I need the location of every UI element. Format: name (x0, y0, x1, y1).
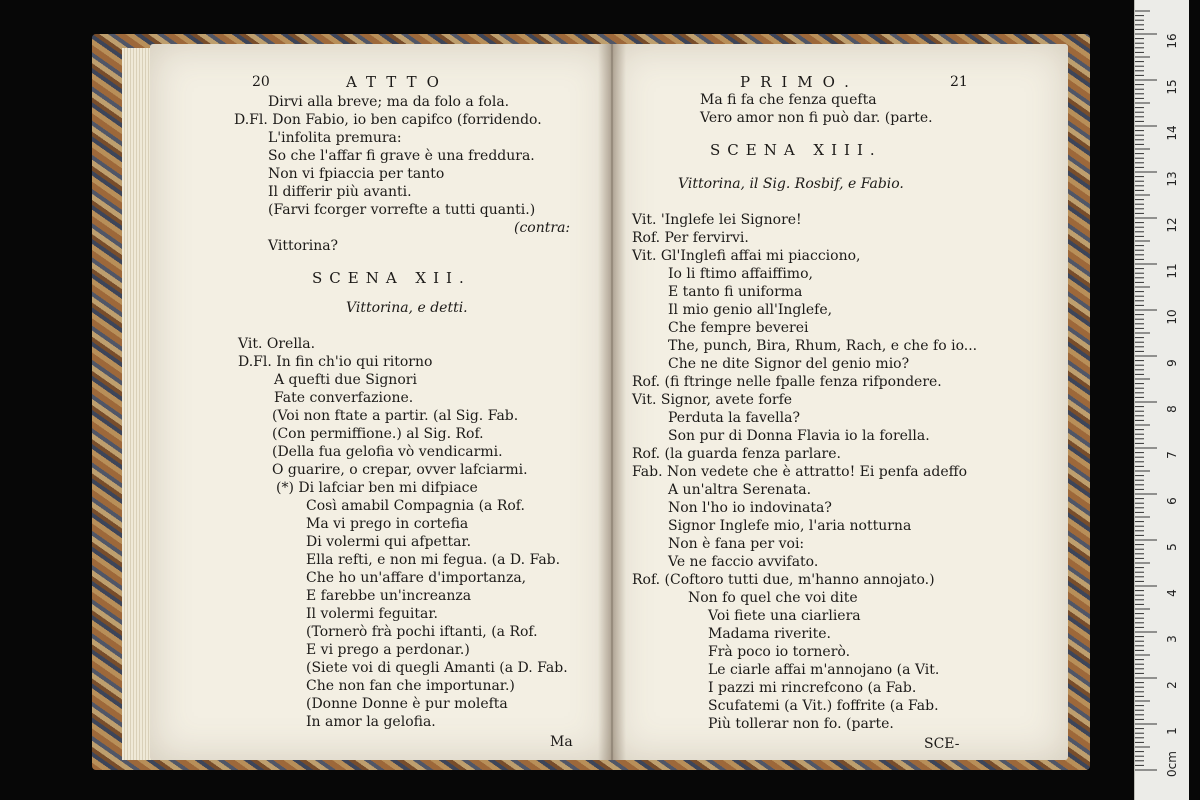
stage-direction: (contra: (514, 220, 571, 236)
text-line: E vi prego a perdonar.) (306, 642, 470, 658)
ruler-number: 4 (1165, 589, 1179, 597)
ruler-number: 1 (1165, 727, 1179, 735)
ruler-number: 14 (1165, 125, 1179, 141)
text-line: D.Fl. In fin ch'io qui ritorno (238, 354, 433, 370)
text-line: Ella refti, e non mi fegua. (a D. Fab. (306, 552, 561, 568)
text-line: A quefti due Signori (274, 372, 417, 388)
ruler-number: 11 (1165, 263, 1179, 279)
text-line: Non è fana per voi: (668, 536, 805, 552)
page-number-left: 20 (252, 74, 270, 90)
text-line: In amor la gelofia. (306, 714, 436, 730)
ruler-number: 16 (1165, 33, 1179, 49)
text-line: E tanto fi uniforma (668, 284, 803, 300)
text-line: Le ciarle affai m'annojano (a Vit. (708, 662, 940, 678)
text-line: Che fempre beverei (668, 320, 809, 336)
running-head-left: ATTTO (346, 73, 449, 91)
text-line: Più tollerar non fo. (parte. (708, 716, 894, 732)
text-line: Vit. Signor, avete forfe (632, 392, 793, 408)
text-line: Vittorina? (268, 238, 339, 254)
text-line: Che non fan che importunar.) (306, 678, 515, 694)
ruler-number: 12 (1165, 217, 1179, 233)
text-line: Signor Inglefe mio, l'aria notturna (668, 518, 912, 534)
text-line: I pazzi mi rincrefcono (a Fab. (708, 680, 917, 696)
ruler-number: 9 (1165, 359, 1179, 367)
ruler-number: 2 (1165, 681, 1179, 689)
text-line: Ma fi fa che fenza quefta (700, 92, 877, 108)
text-line: Non l'ho io indovinata? (668, 500, 832, 516)
text-line: (Siete voi di quegli Amanti (a D. Fab. (306, 660, 568, 676)
scene-heading: SCENA XII. (312, 269, 471, 287)
text-line: Madama riverite. (708, 626, 831, 642)
text-line: Rof. (Coftoro tutti due, m'hanno annojato.) (632, 572, 935, 588)
text-line: Ma vi prego in cortefia (306, 516, 469, 532)
text-line: (Della fua gelofia vò vendicarmi. (272, 444, 503, 460)
ruler-number: 13 (1165, 171, 1179, 187)
text-line: Perduta la favella? (668, 410, 800, 426)
text-line: Così amabil Compagnia (a Rof. (306, 498, 525, 514)
text-line: (Tornerò frà pochi iftanti, (a Rof. (306, 624, 538, 640)
text-line: (*) Di lafciar ben mi difpiace (276, 480, 478, 496)
text-line: A un'altra Serenata. (668, 482, 812, 498)
text-line: Ve ne faccio avvifato. (668, 554, 819, 570)
text-line: Che ne dite Signor del genio mio? (668, 356, 910, 372)
text-line: Vit. 'Inglefe lei Signore! (632, 212, 802, 228)
text-line: L'infolita premura: (268, 130, 402, 146)
running-head-right: PRIMO. (740, 73, 859, 91)
text-line: Voi fiete una ciarliera (708, 608, 861, 624)
text-line: Vit. Orella. (238, 336, 316, 352)
text-line: (Con permiffione.) al Sig. Rof. (272, 426, 484, 442)
text-line: Non fo quel che voi dite (688, 590, 858, 606)
text-line: Vit. Gl'Inglefi affai mi piacciono, (632, 248, 861, 264)
ruler-number: 10 (1165, 309, 1179, 325)
text-line: Io li ftimo affaiffimo, (668, 266, 813, 282)
scene-characters: Vittorina, il Sig. Rosbif, e Fabio. (678, 176, 904, 192)
text-line: Frà poco io tornerò. (708, 644, 851, 660)
text-line: Scufatemi (a Vit.) foffrite (a Fab. (708, 698, 939, 714)
left-page (150, 44, 612, 760)
scene-characters: Vittorina, e detti. (346, 300, 468, 316)
text-line: (Donne Donne è pur molefta (306, 696, 508, 712)
text-line: Il differir più avanti. (268, 184, 412, 200)
ruler-ticks (1135, 0, 1189, 800)
measuring-ruler (1134, 0, 1189, 800)
text-line: Fate converfazione. (274, 390, 414, 406)
text-line: (Farvi fcorger vorrefte a tutti quanti.) (268, 202, 536, 218)
book-gutter (598, 44, 626, 760)
text-line: Di volermi qui afpettar. (306, 534, 472, 550)
text-line: The, punch, Bira, Rhum, Rach, e che fo io... (668, 338, 978, 354)
text-line: D.Fl. Don Fabio, io ben capifco (forridendo. (234, 112, 542, 128)
ruler-number: 5 (1165, 543, 1179, 551)
text-line: Che ho un'affare d'importanza, (306, 570, 527, 586)
ruler-number: 3 (1165, 635, 1179, 643)
page-number-right: 21 (950, 74, 968, 90)
text-line: Fab. Non vedete che è attratto! Ei penfa adeffo (632, 464, 968, 480)
text-line: Son pur di Donna Flavia io la forella. (668, 428, 930, 444)
text-line: So che l'affar fi grave è una freddura. (268, 148, 535, 164)
text-line: O guarire, o crepar, ovver lafciarmi. (272, 462, 528, 478)
text-line: Il volermi feguitar. (306, 606, 438, 622)
text-line: Non vi fpiaccia per tanto (268, 166, 445, 182)
text-line: Vero amor non fi può dar. (parte. (700, 110, 933, 126)
text-line: (Voi non ftate a partir. (al Sig. Fab. (272, 408, 519, 424)
ruler-number: 8 (1165, 405, 1179, 413)
text-line: Il mio genio all'Inglefe, (668, 302, 833, 318)
catchword: SCE- (924, 736, 960, 752)
catchword: Ma (550, 734, 573, 750)
text-line: Rof. Per fervirvi. (632, 230, 749, 246)
ruler-number: 7 (1165, 451, 1179, 459)
scene-heading: SCENA XIII. (710, 141, 882, 159)
ruler-number: 15 (1165, 79, 1179, 95)
ruler-unit-label: 0cm (1165, 751, 1179, 777)
text-line: Rof. (la guarda fenza parlare. (632, 446, 841, 462)
text-line: E farebbe un'increanza (306, 588, 472, 604)
ruler-number: 6 (1165, 497, 1179, 505)
right-page (612, 44, 1068, 760)
text-line: Rof. (fi ftringe nelle fpalle fenza rifpondere. (632, 374, 942, 390)
text-line: Dirvi alla breve; ma da folo a fola. (268, 94, 510, 110)
